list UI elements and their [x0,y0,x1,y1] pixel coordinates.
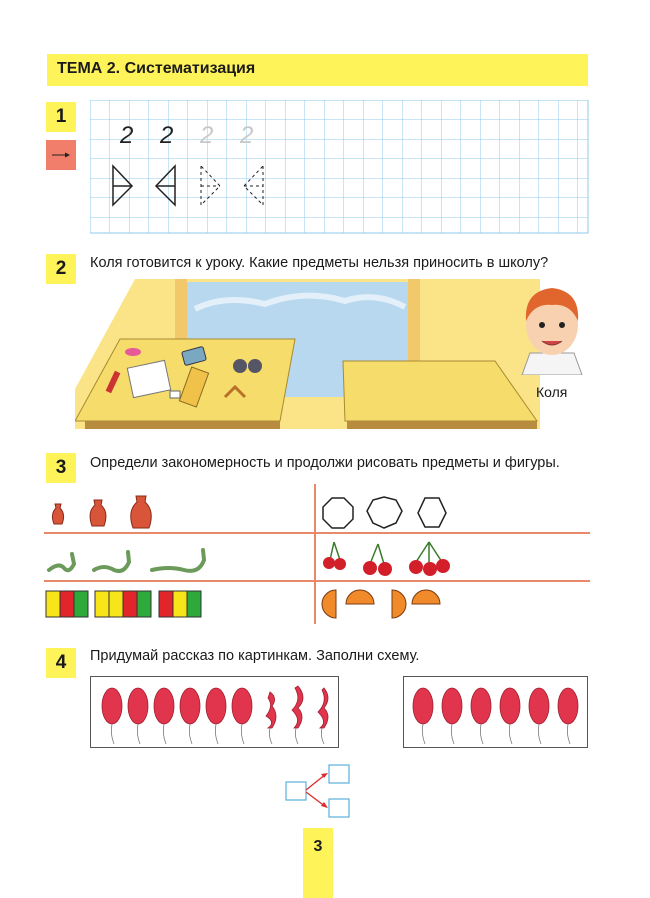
arrow-right-icon [46,140,76,170]
eraser [170,391,180,398]
vase-row [52,496,151,528]
boy-caption: Коля [536,384,568,400]
task-1-number: 1 [46,102,76,132]
digit-2-trace: 2 [200,122,214,149]
balloons-picture-right [403,676,589,748]
balloons-picture-left [90,676,340,748]
task-4-number: 4 [46,648,76,678]
polygon-row [323,497,446,528]
task-3-text: Определи закономерность и продолжи рисовать предметы и фигуры. [90,455,560,471]
task-4-text: Придумай рассказ по картинкам. Заполни схему. [90,648,420,664]
pattern-table [44,484,590,624]
semicircle-row [322,590,440,618]
digit-2-trace: 2 [240,122,254,149]
task-2-text: Коля готовится к уроку. Какие предметы нельзя приносить в школу? [90,255,549,271]
colored-bars-row [46,591,201,617]
digit-2: 2 [120,122,134,149]
topic-title: ТЕМА 2. Систематизация [57,60,256,77]
arrow-box [46,140,76,170]
snake-row [49,550,204,571]
scheme-box-top-right [329,765,349,783]
candy [125,348,141,356]
story-scheme [284,762,354,822]
task-1-grid [90,100,590,234]
boy-kolya-illustration [512,283,592,375]
digit-2: 2 [160,122,174,149]
scheme-box-left [286,782,306,800]
cherry-row [323,542,450,576]
scheme-box-bottom-right [329,799,349,817]
task-2-number: 2 [46,254,76,284]
page-number: 3 [313,838,323,855]
task-3-number: 3 [46,453,76,483]
